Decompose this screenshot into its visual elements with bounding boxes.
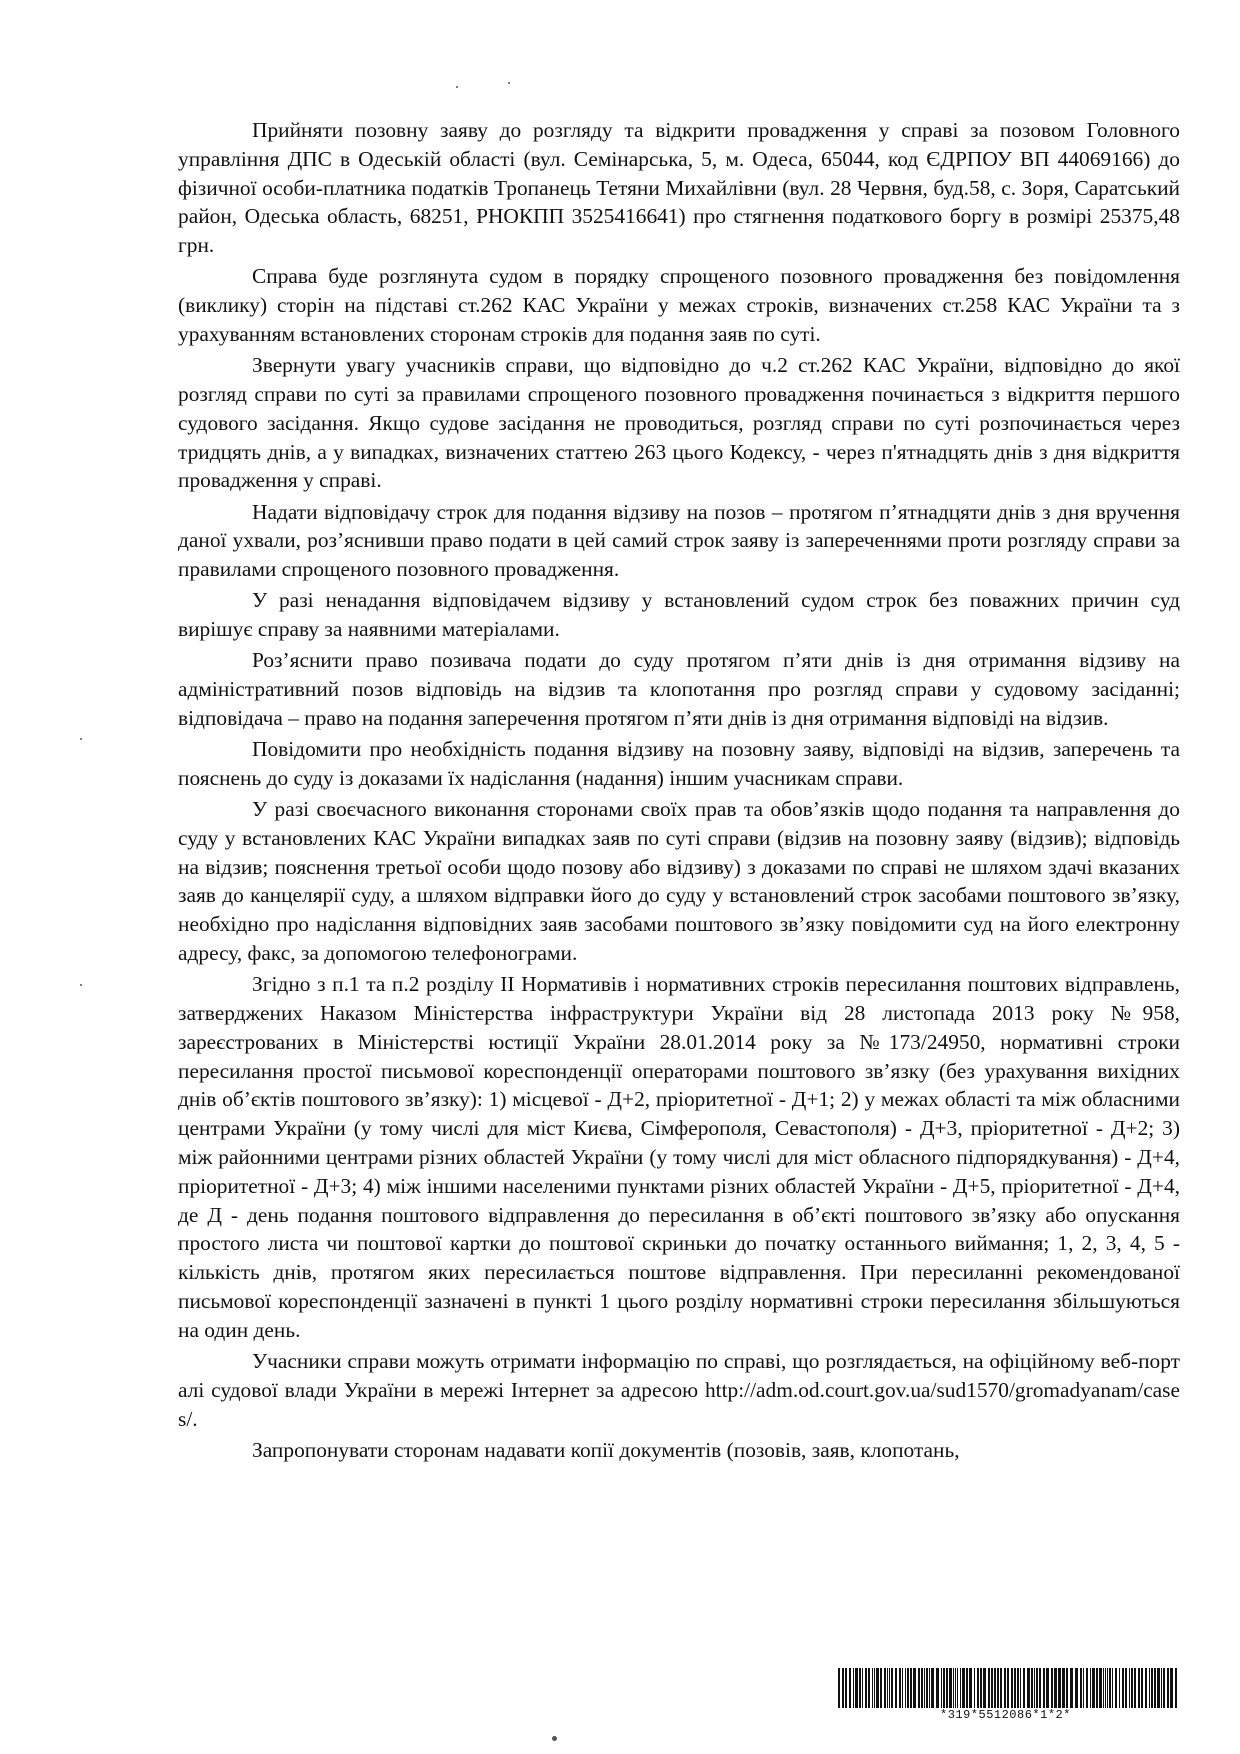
scan-speck <box>80 738 82 740</box>
barcode-bar <box>1011 1668 1013 1708</box>
barcode-bar <box>1175 1668 1177 1708</box>
barcode-bar <box>1131 1668 1133 1708</box>
barcode-bar <box>949 1668 952 1708</box>
barcode-bar <box>1154 1668 1156 1708</box>
barcode-bar <box>868 1668 870 1708</box>
barcode-bar <box>853 1668 854 1708</box>
paragraph: У разі своєчасного виконання сторонами своїх прав та обов’язків щодо подання та направлення до суду у встановлених КАС України випадках заяв по суті справи (відзив на позовну заяву (відзив); відповідь на відзив; пояснення третьої особи щодо позову або відзиву) з доказами по справі не шляхом здачі вказаних заяв до канцелярії суду, а шляхом відправки його до суду у встановлений строк засобами поштового зв’язку, необхідно про надіслання відповідних заяв засобами поштового зв’язку повідомити суд на його електронну адресу, факс, за допомогою телефонограми. <box>178 797 1180 966</box>
paragraph: Повідомити про необхідність подання відзиву на позовну заяву, відповіді на відзив, заперечень та пояснень до суду із доказами їх надіслання (надання) іншим учасникам справи. <box>178 737 1180 790</box>
barcode-bar <box>974 1668 975 1708</box>
scan-speck <box>80 984 82 986</box>
barcode-bar <box>910 1668 912 1708</box>
paragraph: Роз’яснити право позивача подати до суду протягом п’яти днів із дня отримання відзиву на адміністративний позов відповідь на відзив та клопотання про розгляд справи у судовому засіданні; відповідача – право на подання заперечення протягом п’яти днів із дня отримання відповіді на відзив. <box>178 648 1180 730</box>
barcode-bar <box>1112 1668 1113 1708</box>
barcode-bar <box>983 1668 986 1708</box>
barcode-bar <box>969 1668 972 1708</box>
barcode-bar <box>1039 1668 1041 1708</box>
barcode-bar <box>1043 1668 1045 1708</box>
barcode-bar <box>889 1668 890 1708</box>
barcode-bar <box>1092 1668 1095 1708</box>
barcode-bar <box>1163 1668 1165 1708</box>
barcode-bar <box>994 1668 996 1708</box>
paragraph: Учасники справи можуть отримати інформацію по справі, що розглядається, на офіційному веб-порталі судової влади України в мережі Інтернет за адресою http://adm.od.court.gov.ua/sud1570/gromadyanam/cases/. <box>178 1348 1180 1431</box>
barcode-bars <box>838 1668 1180 1708</box>
barcode-bar <box>1138 1668 1140 1708</box>
barcode-bar <box>1036 1668 1038 1708</box>
barcode-bar <box>1023 1668 1025 1708</box>
barcode-bar <box>907 1668 909 1708</box>
paragraph: Звернути увагу учасників справи, що відповідно до ч.2 ст.262 КАС України, відповідно до якої розгляд справи по суті за правилами спрощеного позовного провадження починається з відкриття першого судового засідання. Якщо судове засідання не проводиться, розгляд справи по суті розпочинається через тридцять днів, а у випадках, визначених статтею 263 цього Кодексу, - через п'ятнадцять днів з дня відкриття провадження у справі. <box>178 353 1180 493</box>
barcode-bar <box>1090 1668 1091 1708</box>
barcode-bar <box>859 1668 861 1708</box>
barcode-bar <box>849 1668 851 1708</box>
barcode-bar <box>1099 1668 1102 1708</box>
barcode-bar <box>1020 1668 1021 1708</box>
paragraph: Згідно з п.1 та п.2 розділу ІІ Нормативів і нормативних строків пересилання поштових відправлень, затверджених Наказом Міністерства інфраструктури України від 28 листопада 2013 року №958, зареєстрованих в Міністерстві юстиції України 28.01.2014 року за №173/24950, нормативні строки пересилання простої письмової кореспонденції операторами поштового зв’язку (без урахування вихідних днів об’єктів поштового зв’язку): 1) місцевої - Д+2, пріоритетної - Д+1; 2) у межах області та між обласними центрами України (у тому числі для міст Києва, Сімферополя, Севастополя) - Д+3, пріоритетної - Д+2; 3) між районними центрами різних областей України (у тому числі для міст обласного підпорядкування) - Д+4, пріоритетної - Д+3; 4) між іншими населеними пунктами різних областей України - Д+5, пріоритетної - Д+4, де Д - день подання поштового відправлення до пересилання в об’єкті поштового зв’язку або опускання простого листа чи поштової картки до поштової скриньки до початку останнього виймання; 1, 2, 3, 4, 5 - кількість днів, протягом яких пересилається поштове відправлення. При пересиланні рекомендованої письмової кореспонденції зазначені в пункті 1 цього розділу нормативні строки пересилання збільшуються на один день. <box>178 972 1180 1342</box>
barcode-bar <box>1096 1668 1098 1708</box>
barcode-bar <box>1170 1668 1173 1708</box>
barcode-bar <box>905 1668 906 1708</box>
barcode-bar <box>1122 1668 1124 1708</box>
paragraph: Запропонувати сторонам надавати копії документів (позовів, заяв, клопотань, <box>252 1437 960 1462</box>
barcode-bar <box>977 1668 979 1708</box>
barcode-bar <box>913 1668 916 1708</box>
barcode-bar <box>880 1668 882 1708</box>
barcode-bar <box>926 1668 928 1708</box>
barcode-bar <box>1083 1668 1084 1708</box>
barcode-bar <box>1109 1668 1111 1708</box>
barcode-bar <box>936 1668 939 1708</box>
barcode-bar <box>1149 1668 1150 1708</box>
barcode-bar <box>941 1668 942 1708</box>
scan-speck <box>552 1736 557 1741</box>
barcode-bar <box>1062 1668 1065 1708</box>
barcode-bar <box>1145 1668 1147 1708</box>
scan-speck <box>508 82 510 84</box>
barcode-bar <box>966 1668 968 1708</box>
barcode-bar <box>997 1668 999 1708</box>
barcode-bar <box>1070 1668 1073 1708</box>
barcode-bar <box>895 1668 897 1708</box>
barcode-bar <box>1105 1668 1106 1708</box>
barcode-bar <box>842 1668 844 1708</box>
paragraph: Справа буде розглянута судом в порядку спрощеного позовного провадження без повідомлення (виклику) сторін на підставі ст.262 КАС України у межах строків, визначених ст.258 КАС України та з урахуванням встановлених сторонам строків для подання заяв по суті. <box>178 264 1180 346</box>
barcode-bar <box>1119 1668 1120 1708</box>
barcode-bar <box>902 1668 903 1708</box>
barcode-bar <box>876 1668 879 1708</box>
barcode-bar <box>1031 1668 1033 1708</box>
barcode-bar <box>862 1668 863 1708</box>
barcode-bar <box>1141 1668 1143 1708</box>
document-body <box>178 116 1180 1467</box>
barcode-bar <box>845 1668 847 1708</box>
barcode-bar <box>980 1668 982 1708</box>
barcode-bar <box>1103 1668 1104 1708</box>
barcode-bar <box>1157 1668 1160 1708</box>
barcode-bar <box>1066 1668 1068 1708</box>
paragraph: Надати відповідачу строк для подання відзиву на позов – протягом п’ятнадцяти днів з дня вручення даної ухвали, роз’яснивши право подати в цей самий строк заяву із запереченнями проти розгляду справи за правилами спрощеного позовного провадження. <box>178 499 1180 582</box>
barcode-bar <box>1151 1668 1153 1708</box>
barcode-bar <box>988 1668 990 1708</box>
barcode-bar <box>838 1668 840 1708</box>
barcode-bar <box>1000 1668 1002 1708</box>
barcode-bar <box>1004 1668 1006 1708</box>
barcode-number: *319*5512086*1*2* <box>940 1708 1071 1722</box>
paragraph: Прийняти позовну заяву до розгляду та відкрити провадження у справі за позовом Головного управління ДПС в Одеській області (вул. Семінарська, 5, м. Одеса, 65044, код ЄДРПОУ ВП 44069166) до фізичної особи-платника податків Тропанець Тетяни Михайлівни (вул. 28 Червня, буд.58, с. Зоря, Саратський район, Одеська область, 68251, РНОКПП 3525416641) про стягнення податкового боргу в розмірі 25375,48 грн. <box>178 118 1180 258</box>
barcode-bar <box>924 1668 925 1708</box>
paragraph: У разі ненадання відповідачем відзиву у встановлений судом строк без поважних причин суд вирішує справу за наявними матеріалами. <box>178 588 1180 642</box>
barcode-bar <box>1075 1668 1078 1708</box>
barcode-bar <box>1167 1668 1169 1708</box>
barcode-bar <box>1129 1668 1130 1708</box>
barcode-bar <box>1107 1668 1108 1708</box>
barcode-bar <box>946 1668 948 1708</box>
scan-speck <box>456 86 458 88</box>
barcode-bar <box>1051 1668 1053 1708</box>
barcode-bar <box>1115 1668 1117 1708</box>
barcode-bar <box>872 1668 873 1708</box>
barcode-bar <box>957 1668 958 1708</box>
barcode-bar <box>887 1668 888 1708</box>
barcode-bar <box>884 1668 886 1708</box>
barcode-bar <box>953 1668 954 1708</box>
barcode-bar <box>943 1668 945 1708</box>
barcode-bar <box>960 1668 961 1708</box>
barcode-bar <box>1046 1668 1049 1708</box>
barcode-bar <box>1134 1668 1136 1708</box>
barcode-bar <box>865 1668 867 1708</box>
barcode-bar <box>1007 1668 1009 1708</box>
barcode-bar <box>929 1668 930 1708</box>
barcode-bar <box>891 1668 893 1708</box>
barcode-bar <box>918 1668 920 1708</box>
barcode-bar <box>1054 1668 1057 1708</box>
barcode-bar <box>1161 1668 1162 1708</box>
barcode-bar <box>1027 1668 1030 1708</box>
barcode-bar <box>1086 1668 1088 1708</box>
barcode-bar <box>855 1668 858 1708</box>
barcode-bar <box>1034 1668 1035 1708</box>
barcode-bar <box>1125 1668 1127 1708</box>
barcode-bar <box>1017 1668 1019 1708</box>
barcode-bar <box>1080 1668 1082 1708</box>
barcode <box>838 1668 1180 1712</box>
barcode-bar <box>899 1668 901 1708</box>
barcode-bar <box>991 1668 993 1708</box>
barcode-bar <box>921 1668 923 1708</box>
barcode-bar <box>931 1668 934 1708</box>
barcode-bar <box>955 1668 956 1708</box>
barcode-bar <box>874 1668 875 1708</box>
barcode-bar <box>962 1668 965 1708</box>
barcode-bar <box>1058 1668 1061 1708</box>
barcode-bar <box>1014 1668 1016 1708</box>
